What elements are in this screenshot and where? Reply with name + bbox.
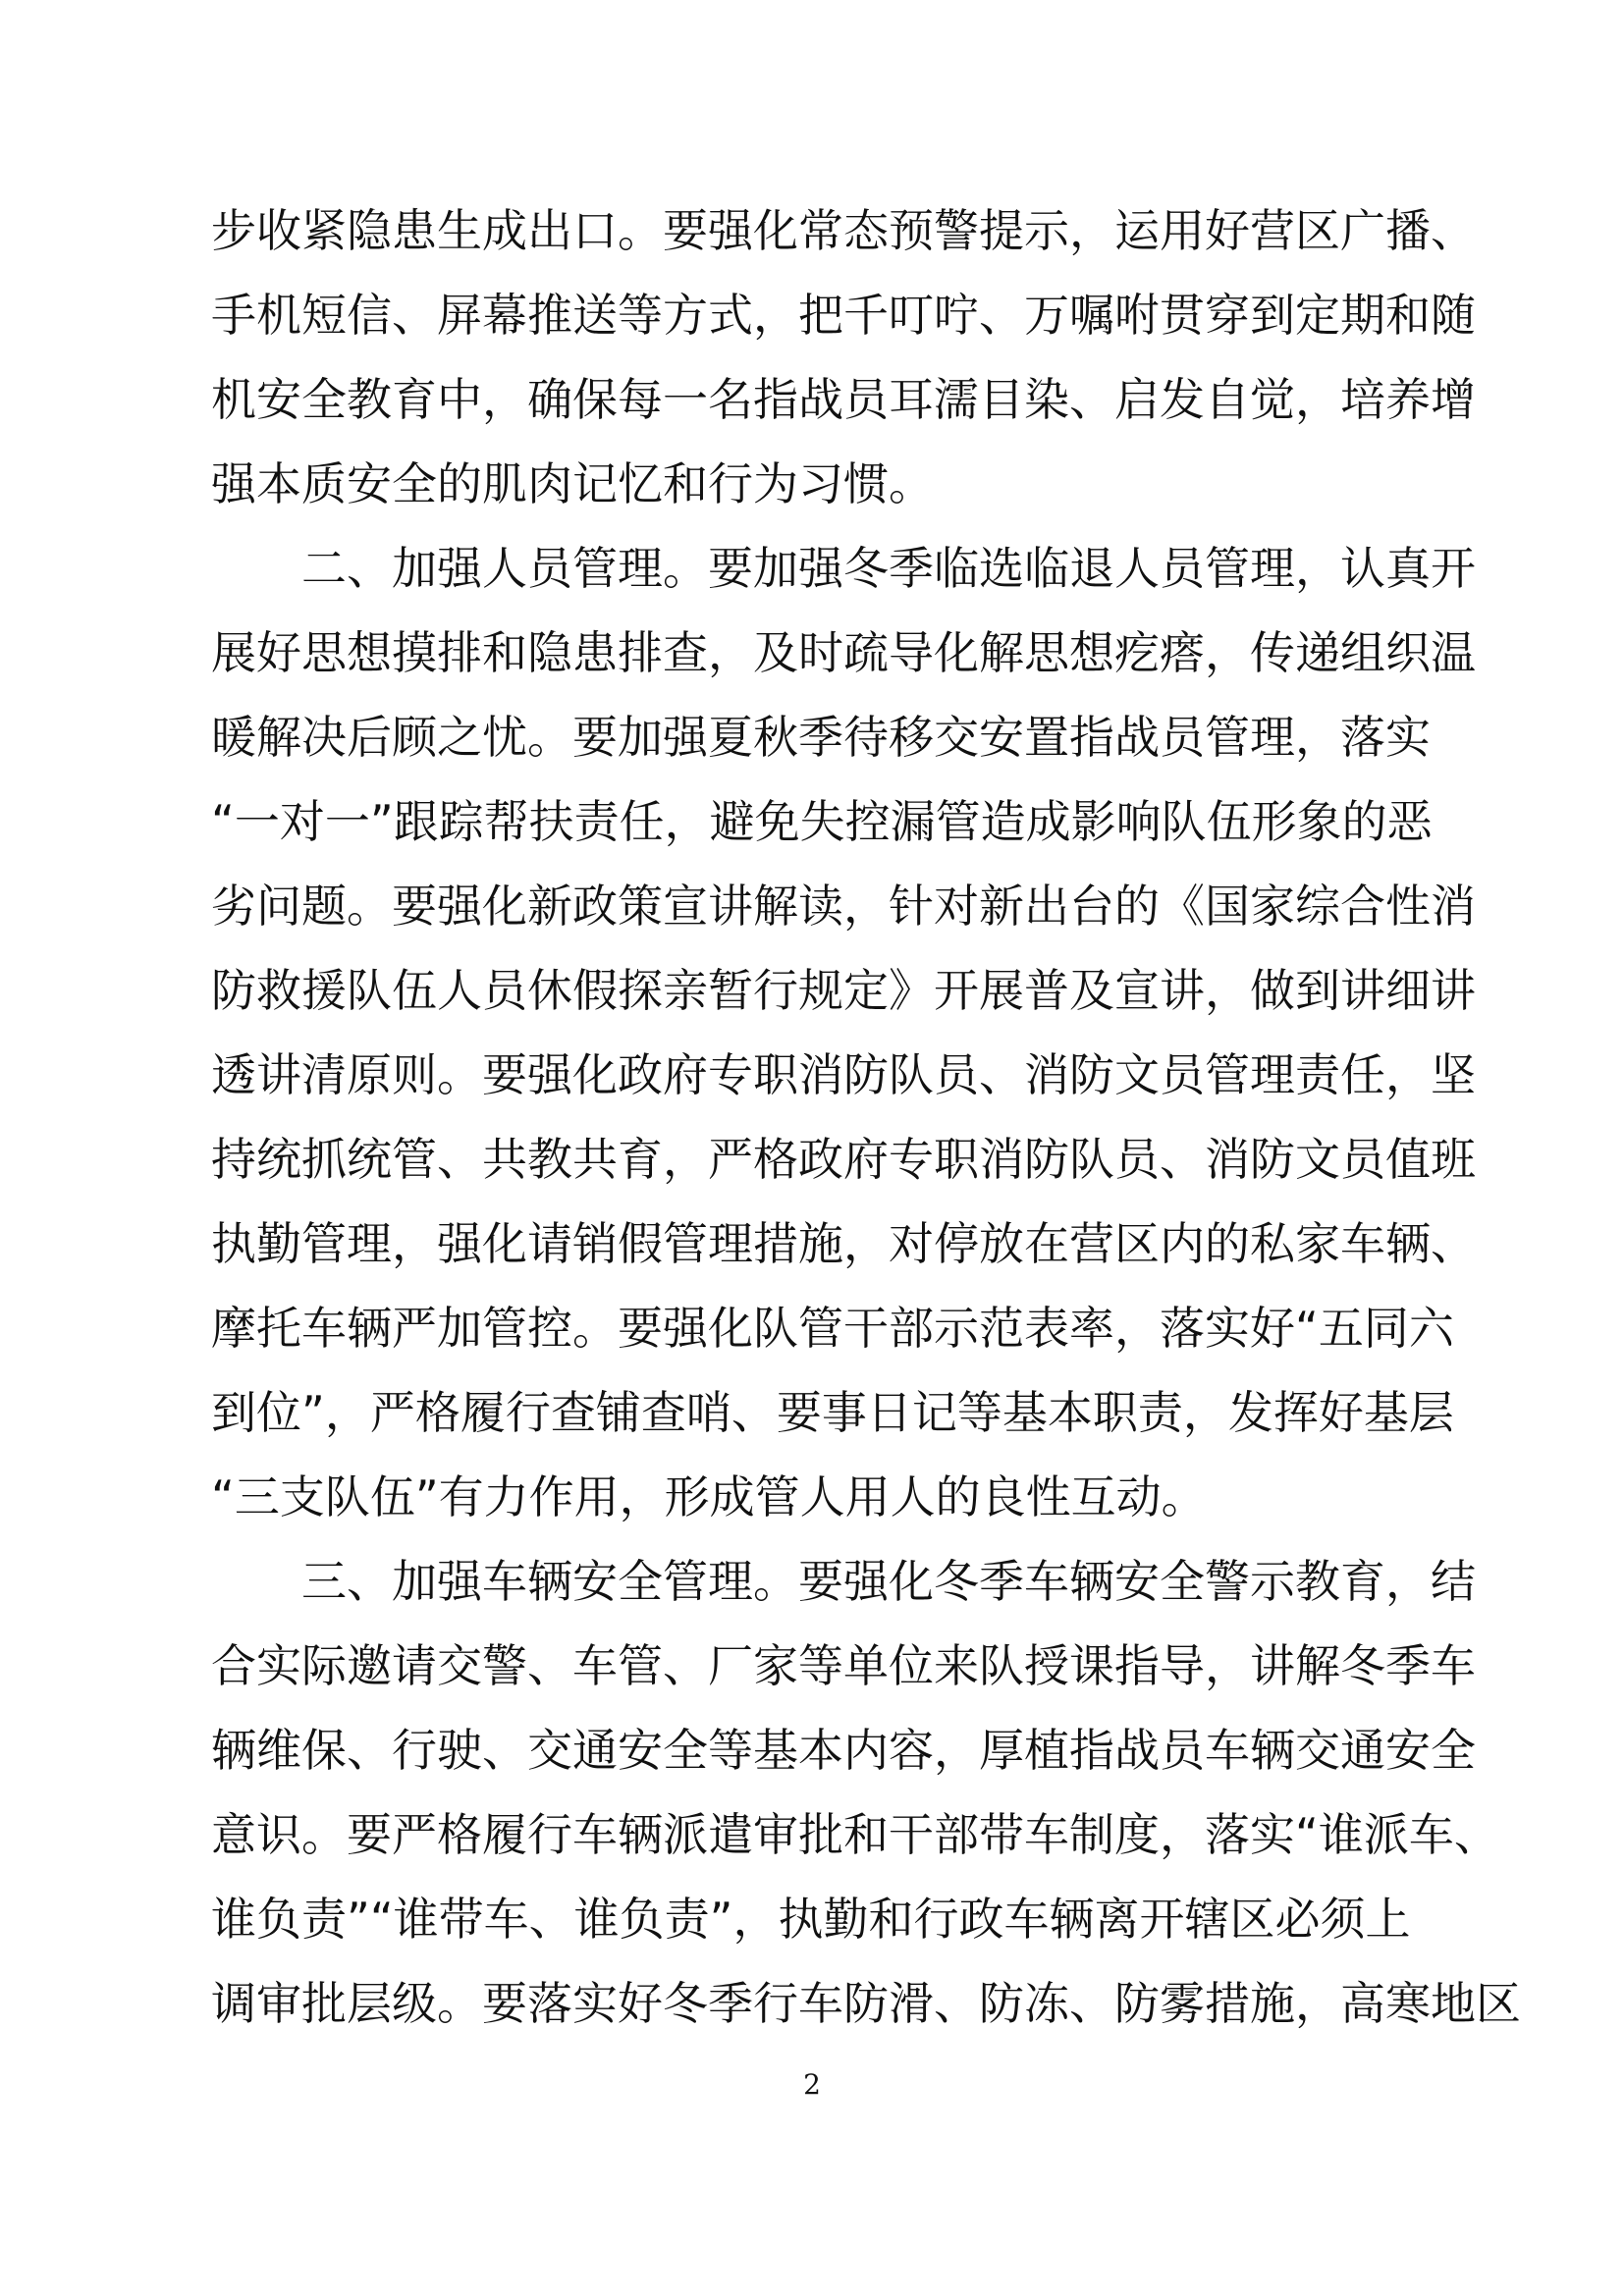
text-line: 到位”，严格履行查铺查哨、要事日记等基本职责，发挥好基层 <box>211 1386 1454 1439</box>
text-line: 持统抓统管、共教共育，严格政府专职消防队员、消防文员值班 <box>211 1133 1476 1186</box>
text-line: 强本质安全的肌肉记忆和行为习惯。 <box>211 457 934 510</box>
text-line: 意识。要严格履行车辆派遣审批和干部带车制度，落实“谁派车、 <box>211 1808 1499 1861</box>
text-line: 劣问题。要强化新政策宣讲解读，针对新出台的《国家综合性消 <box>211 880 1476 933</box>
paragraph-heading-line: 二、加强人员管理。要加强冬季临选临退人员管理，认真开 <box>301 542 1476 595</box>
page-number: 2 <box>803 2068 821 2101</box>
text-line: 辆维保、行驶、交通安全等基本内容，厚植指战员车辆交通安全 <box>211 1724 1476 1777</box>
text-line: 合实际邀请交警、车管、厂家等单位来队授课指导，讲解冬季车 <box>211 1639 1476 1692</box>
text-line: 透讲清原则。要强化政府专职消防队员、消防文员管理责任，坚 <box>211 1048 1476 1101</box>
text-line: “三支队伍”有力作用，形成管人用人的良性互动。 <box>211 1470 1207 1523</box>
text-line: 摩托车辆严加管控。要强化队管干部示范表率，落实好“五同六 <box>211 1302 1454 1355</box>
paragraph-heading-line: 三、加强车辆安全管理。要强化冬季车辆安全警示教育，结 <box>301 1555 1476 1608</box>
text-line: 手机短信、屏幕推送等方式，把千叮咛、万嘱咐贯穿到定期和随 <box>211 289 1476 342</box>
text-line: 暖解决后顾之忧。要加强夏秋季待移交安置指战员管理，落实 <box>211 711 1431 764</box>
text-line: 调审批层级。要落实好冬季行车防滑、防冻、防雾措施，高寒地区 <box>211 1977 1521 2030</box>
text-line: 步收紧隐患生成出口。要强化常态预警提示，运用好营区广播、 <box>211 204 1476 257</box>
text-line: 展好思想摸排和隐患排查，及时疏导化解思想疙瘩，传递组织温 <box>211 626 1476 679</box>
text-line: 机安全教育中，确保每一名指战员耳濡目染、启发自觉，培养增 <box>211 373 1476 426</box>
text-line: “一对一”跟踪帮扶责任，避免失控漏管造成影响队伍形象的恶 <box>211 795 1433 848</box>
text-line: 谁负责”“谁带车、谁负责”，执勤和行政车辆离开辖区必须上 <box>211 1893 1411 1946</box>
text-line: 执勤管理，强化请销假管理措施，对停放在营区内的私家车辆、 <box>211 1217 1476 1270</box>
text-line: 防救援队伍人员休假探亲暂行规定》开展普及宣讲，做到讲细讲 <box>211 964 1476 1017</box>
